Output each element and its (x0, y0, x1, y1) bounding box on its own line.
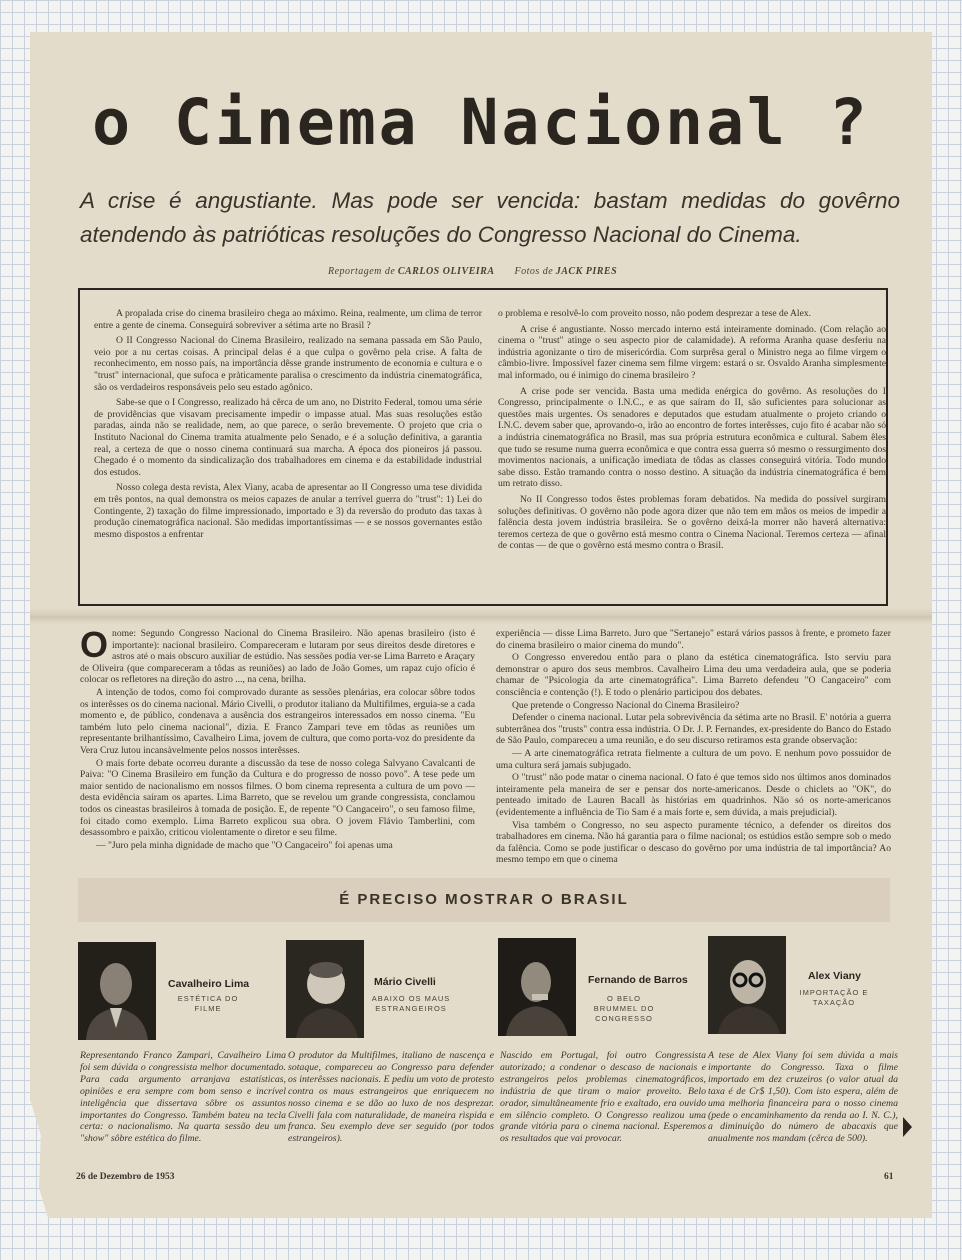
page-fold (30, 608, 932, 624)
article-paragraph: experiência — disse Lima Barreto. Juro que "Sertanejo" estará vários passos à frente, e prometo fazer do cinema brasileiro o maior cinema do mundo". (496, 628, 891, 651)
credit-photo-label: Fotos de (514, 266, 554, 277)
continue-arrow-icon (903, 1117, 912, 1137)
article-paragraph: A intenção de todos, como foi comprovado durante as sessões plenárias, era colocar sôbre todos os interêsses os do cinema nacional. Mário Civelli, o produtor italiano da Multifilmes, erguia-se a cada momento e, de público, condenava a ausência dos estrangeiros interessados em nosso cinema. "Eu também luto pelo cinema nacional", dizia. E Franco Zampari teve em tôdas as reuniões um representante brilhantíssimo, Cavalheiro Lima, jovem de cultura, que como porta-voz do presidente da Vera Cruz lutou incansàvelmente pelos nossos interêsses. (80, 686, 475, 756)
article-paragraph: O mais forte debate ocorreu durante a discussão da tese de nosso colega Salvyano Cavalcanti de Paiva: "O Cinema Brasileiro em função da Cultura e do progresso de nosso povo". A tese pede um maior sentido de nacionalismo em nossos filmes. O bom cinema representa a cultura de um povo — desta evidência saíram os apartes. Lima Barreto, que se revelou um grande congressista, conclamou todos os cineastas brasileiros à tomada de posição. E, de repente "O Cangaceiro", o seu famoso filme, foi citado como exemplo. Lima Barreto explicou sua obra. O jovem Flávio Tamberlini, com desassombro e paixão, criticou violentamente o diretor e seu filme. (80, 757, 475, 839)
portrait-photo (498, 938, 576, 1036)
article-paragraph: Que pretende o Congresso Nacional do Cinema Brasileiro? (512, 699, 740, 711)
person-caption: Representando Franco Zampari, Cavalheiro Lima foi sem dúvida o congressista melhor documentado. Para cada argumento arranjava estatísticas, opiniões e era sempre com bom senso e incrível inteligência que dissertava sôbre os assuntos importantes do Congresso. Também bateu na tecla certa: o nacionalismo. Na quarta sessão deu um "show" sôbre estética do filme. (80, 1050, 286, 1145)
editorial-paragraph: O II Congresso Nacional do Cinema Brasileiro, realizado na semana passada em São Paulo, veio por a nu certas coisas. A principal delas é a que culpa o govêrno pela crise. A falta de reconhecimento, em nosso país, na importância dêsse grande instrumento de economia e cultura e o "trust" internacional, que sufoca e pràticamente paralisa o crescimento da indústria cinematográfica, são os verdadeiros responsáveis pelo seu estado agônico. (94, 335, 482, 393)
article-column-left (80, 624, 475, 852)
editorial-box (78, 288, 888, 606)
person-role: IMPORTAÇÃO E TAXAÇÃO (799, 988, 869, 1007)
portrait-photo (708, 936, 786, 1034)
editorial-paragraph: Nosso colega desta revista, Alex Viany, acaba de apresentar ao II Congresso uma tese dividida em três pontos, na qual demonstra os meios capazes de anular a terrível guerra do "trust": 1) Lei do Contingente, 2) taxação do filme impressionado, importado e 3) da reversão do produto das taxas à produção cinematográfica nacional. São medidas importantíssimas — e se nossos governantes estão mesmo dispostos a enfrentar (94, 482, 482, 540)
article-subtitle: A crise é angustiante. Mas pode ser vencida: bastam medidas do govêrno atendendo às patrióticas resoluções do Congresso Nacional do Cinema. (80, 188, 900, 247)
article-paragraph: Defender o cinema nacional. Lutar pela sobrevivência da sétima arte no Brasil. E' notória a guerra subterrânea dos "trusts" contra essa indústria. O Dr. J. P. Fernandes, ex-presidente do Banco do Estado de São Paulo, compareceu a uma reunião, e do seu discurso retiramos esta grande observação: (496, 712, 891, 747)
article-column-right (496, 628, 891, 867)
portrait-photo (78, 942, 156, 1040)
credit-report-label: Reportagem de (328, 266, 396, 277)
drop-cap: O (80, 624, 109, 665)
editorial-paragraph: Sabe-se que o I Congresso, realizado há cêrca de um ano, no Distrito Federal, tomou uma série de providências que visavam precisamente impedir o impasse atual. Mas suas resoluções estão paradas, ainda não se realidade, nem, ao que parece, o serão brevemente. O projeto que cria o Instituto Nacional do Cinema tramita atualmente pelo Senado, e é a solução definitiva, a garantia real, a certeza de que o nosso cinema continuará sua marcha. A época dos pioneiros já passou. Chegado é o momento da sindicalização dos trabalhadores em cinema e da estabilidade industrial dos estudos. (94, 397, 482, 478)
article-title: o Cinema Nacional ? (92, 86, 870, 159)
section-banner: É PRECISO MOSTRAR O BRASIL (78, 878, 890, 922)
person-role: ABAIXO OS MAUS ESTRANGEIROS (371, 994, 451, 1013)
editorial-paragraph: A crise é angustiante. Nosso mercado interno está inteiramente dominado. (Com relação ao cinema o "trust" atinge o seu aspecto pior de calamidade). A reforma Aranha quase desferiu na indústria agonizante o tiro de misericórdia. Com surprêsa geral o Ministro nega ao filme virgem o câmbio-livre. Impossível fazer cinema sem filme virgem: estará o sr. Osvaldo Aranha simplesmente mal informado, ou é inimigo do cinema brasileiro ? (498, 323, 886, 381)
person-name: Fernando de Barros (588, 974, 688, 986)
article-credits (328, 266, 617, 277)
page-number: 61 (884, 1172, 894, 1182)
person-caption: Nascido em Portugal, foi outro Congressista autorizado; a condenar o descaso de nacionais e estrangeiros pelos problemas cinematográficos, indústria de que tiram o maior proveito. Belo orador, simultâneamente frio e exaltado, era ouvido em silêncio completo. O Congresso realizou uma grande vitória para o cinema nacional. Esperemos os resultados que vai provocar. (500, 1050, 706, 1145)
person-name: Mário Civelli (374, 976, 436, 988)
article-paragraph: Visa também o Congresso, no seu aspecto puramente técnico, a defender os direitos dos trabalhadores em cinema. Não há garantia para o filme nacional; os estúdios estão sempre sob o medo da falência. Como se pode justificar o descaso do govêrno por uma indústria de tal importância? Ao mesmo tempo em que o cinema (496, 819, 891, 866)
person-caption: O produtor da Multifilmes, italiano de nascença e sotaque, compareceu ao Congresso para defender os interêsses nacionais. E pediu um voto de protesto contra os maus estrangeiros que enriquecem no nosso cinema e se dão ao luxo de nos desprezar. Civelli fala com naturalidade, de maneira rìspida e franca. Seu exemplo deve ser seguido (por todos estrangeiros). (288, 1050, 494, 1145)
person-caption: A tese de Alex Viany foi sem dúvida a mais importante do Congresso. Taxa o filme importado em dez cruzeiros (o valor atual da taxa é de Cr$ 1,50). Com isto espera, além de uma melhoria financeira para o nosso cinema (pede o encaminhamento da renda ao I. N. C.), a diminuição do número de abacaxis que anualmente nos mandam (cêrca de 500). (708, 1050, 898, 1145)
article-paragraph: O Congresso enveredou então para o plano da estética cinematográfica. Isto serviu para demonstrar o apuro dos seus membros. Cavalheiro Lima deu uma verdadeira aula, que se poderia chamar de "Psicologia da arte cinematográfica". Lima Barreto defendeu "O Cangaceiro" com consciência e contenção (!). E todo o plenário participou dos debates. (496, 652, 891, 698)
editorial-paragraph: No II Congresso todos êstes problemas foram debatidos. Na medida do possível surgiram soluções definitivas. O govêrno não pode agora dizer que não tem em mãos os meios de impedir a falência desta jovem indústria brasileira. Se o govêrno deixá-la morrer não haverá alternativa: teremos certeza de que o govêrno está mesmo contra o Cinema Nacional. Teremos certeza — afinal de contas — de que o govêrno está mesmo contra o Brasil. (498, 493, 886, 552)
editorial-paragraph: o problema e resolvê-lo com proveito nosso, não podem desprezar a tese de Alex. (498, 308, 812, 319)
issue-date: 26 de Dezembro de 1953 (76, 1172, 175, 1182)
credit-report-name: CARLOS OLIVEIRA (397, 266, 495, 277)
person-name: Alex Viany (808, 970, 861, 982)
article-paragraph: — "Juro pela minha dignidade de macho que "O Cangaceiro" foi apenas uma (96, 839, 393, 851)
editorial-column-left (94, 308, 482, 544)
editorial-paragraph: A propalada crise do cinema brasileiro chega ao máximo. Reina, realmente, um clima de terror entre a gente de cinema. Conseguirá sobreviver a sétima arte no Brasil ? (94, 308, 482, 331)
article-paragraph: O "trust" não pode matar o cinema nacional. O fato é que temos sido nos últimos anos dominados inteiramente pela maneira de ser e pensar dos norte-americanos. Desde o chiclets ao "OK", do penteado imitado de Lauren Bacall às histórias em quadrinhos. Não só os norte-americanos (evidentemente a influência de Tio Sam é a mais forte e, sem dúvida, a mais prejudicial). (496, 772, 891, 818)
article-paragraph: nome: Segundo Congresso Nacional do Cinema Brasileiro. Não apenas brasileiro (isto é importante): nacional brasileiro. Compareceram e lutaram por seus direitos desde diretores e astros até o mais obscuro auxiliar de estúdio. Nas sessões podia ver-se Lima Barreto e Araçary de Oliveira (que compareceram a tôdas as reuniões) ao lado de João Gomes, um rapaz cujo ofício é colocar os refletores na direção do astro ..., na cena, brilha. (80, 628, 475, 686)
person-role: ESTÉTICA DO FILME (177, 994, 239, 1013)
editorial-column-right (498, 308, 886, 556)
person-name: Cavalheiro Lima (168, 978, 250, 990)
portrait-photo (286, 940, 364, 1038)
article-paragraph: — A arte cinematográfica retrata fielmente a cultura de um povo. E nenhum povo possuidor de uma cultura será jamais subjugado. (496, 747, 891, 771)
editorial-paragraph: A crise pode ser vencida. Basta uma medida enérgica do govêrno. As resoluções do I Congresso, principalmente o I.N.C., e as que saíram do II, são suficientes para solucionar as questões mais urgentes. Os senadores e deputados que estudam atualmente o projeto criando o I.N.C. devem saber que, aprovando-o, irão ao encontro de fortes interêsses, cujo fito é acabar não só a indústria cinematográfica no Brasil, mas sua própria estrutura econômica e cultural. Sabem êles que tudo se resume numa guerra econômica e que contra essa guerra só mesmo o ressurgimento dos movimentos nacionais, a unificação imediata de tôdas as classes conseguirá vitória. Todo mundo sabe disso. Estão tramando contra o nosso destino. A situação da indústria cinematográfica é bem um retrato disso. (498, 385, 886, 490)
credit-photo-name: JACK PIRES (555, 266, 618, 277)
person-role: O BELO BRUMMEL DO CONGRESSO (593, 994, 655, 1023)
